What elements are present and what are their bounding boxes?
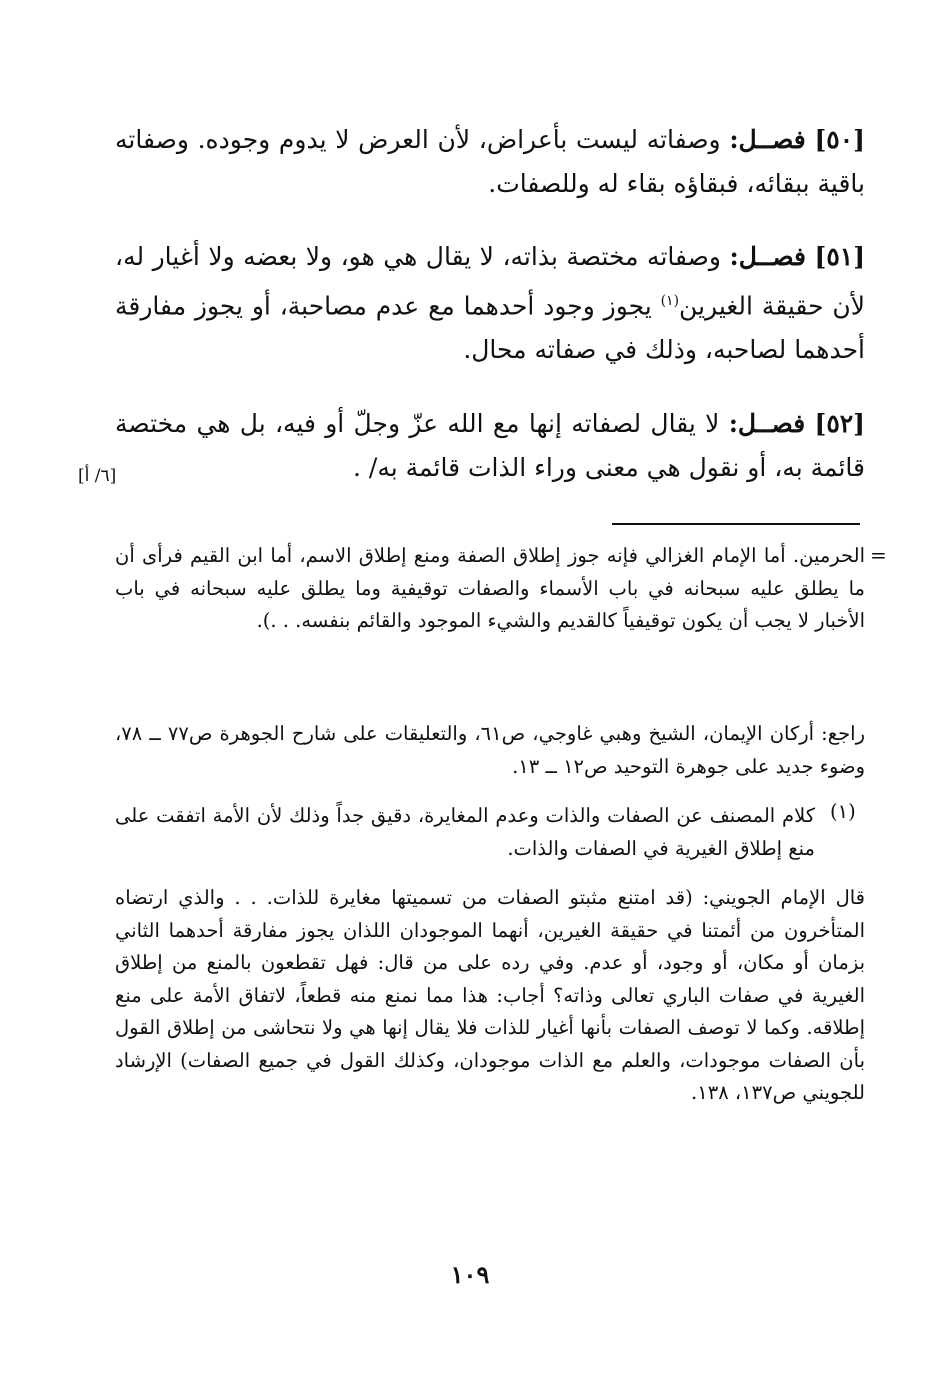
footnote-continuation-mark: =: [870, 543, 887, 567]
section-number: [٥٢]: [814, 409, 866, 438]
section-body: وصفاته مختصة بذاته، لا يقال هي هو، ولا بعضه ولا أغيار له، لأن حقيقة الغيرين: [115, 242, 865, 321]
section-number: [٥١]: [814, 242, 866, 271]
footnote-reference[interactable]: (١): [660, 293, 680, 309]
section-body: لا يقال لصفاته إنها مع الله عزّ وجلّ أو فيه، بل هي مختصة قائمة به، أو نقول هي معنى وراء الذات قائمة به/ .: [115, 409, 865, 482]
footnote-1-number: (١): [830, 800, 856, 823]
section-body-continued: يجوز وجود أحدهما مع عدم مصاحبة، أو يجوز مفارقة أحدهما لصاحبه، وذلك في صفاته محال.: [115, 291, 865, 365]
section-body: وصفاته ليست بأعراض، لأن العرض لا يدوم وجوده. وصفاته باقية ببقائه، فبقاؤه بقاء له وللصفات.: [115, 125, 865, 198]
footnote-continued-paragraph: الحرمين. أما الإمام الغزالي فإنه جوز إطلاق الصفة ومنع إطلاق الاسم، أما ابن القيم فرأى أن ما يطلق عليه سبحانه في باب الأسماء والصفات توقيفية وما يطلق عليه سبحانه في باب الأخبار لا يجب أن يكون توقيفياً كالقديم والشيء الموجود والقائم بنفسه. . .).: [115, 544, 865, 632]
section-52: [115, 402, 865, 490]
footnote-separator: [612, 523, 860, 525]
section-51: [115, 235, 865, 372]
footnote-1-paragraph: كلام المصنف عن الصفات والذات وعدم المغايرة، دقيق جداً وذلك لأن الأمة اتفقت على منع إطلاق الغيرية في الصفات والذات.: [115, 804, 815, 860]
section-number: [٥٠]: [814, 125, 865, 154]
manuscript-folio-note: [٦/ أ]: [78, 466, 117, 486]
section-50: [115, 118, 865, 206]
footnote-references-paragraph: راجع: أركان الإيمان، الشيخ وهبي غاوجي، ص٦١، والتعليقات على شارح الجوهرة ص٧٧ ــ ٧٨، وضوء جديد على جوهرة التوحيد ص١٢ ــ ١٣.: [115, 722, 866, 778]
page-number: ١٠٩: [450, 1260, 490, 1289]
section-heading: فصــل:: [729, 125, 806, 154]
section-heading: فصــل:: [728, 409, 806, 438]
footnote-1-quote-paragraph: قال الإمام الجويني: (قد امتنع مثبتو الصفات من تسميتها مغايرة للذات. . . والذي ارتضاه المتأخرون من أئمتنا في حقيقة الغيرين، أنهما الموجودان اللذان يجوز مفارقة أحدهما الثاني بزمان أو مكان، أو وجود، أو عدم. وفي رده على من قال: فهل تقطعون بالمنع من إطلاق الغيرية في صفات الباري تعالى وذاته؟ أجاب: هذا مما نمنع منه قطعاً، لاتفاق الأمة على منع إطلاقه. وكما لا توصف الصفات بأنها أغيار للذات فلا يقال إنها هي ولا نتحاشى من إطلاق القول بأن الصفات موجودات، والعلم مع الذات موجودان، وكذلك القول في جميع الصفات) الإرشاد للجويني ص١٣٧، ١٣٨.: [115, 886, 865, 1104]
section-heading: فصــل:: [729, 242, 806, 271]
